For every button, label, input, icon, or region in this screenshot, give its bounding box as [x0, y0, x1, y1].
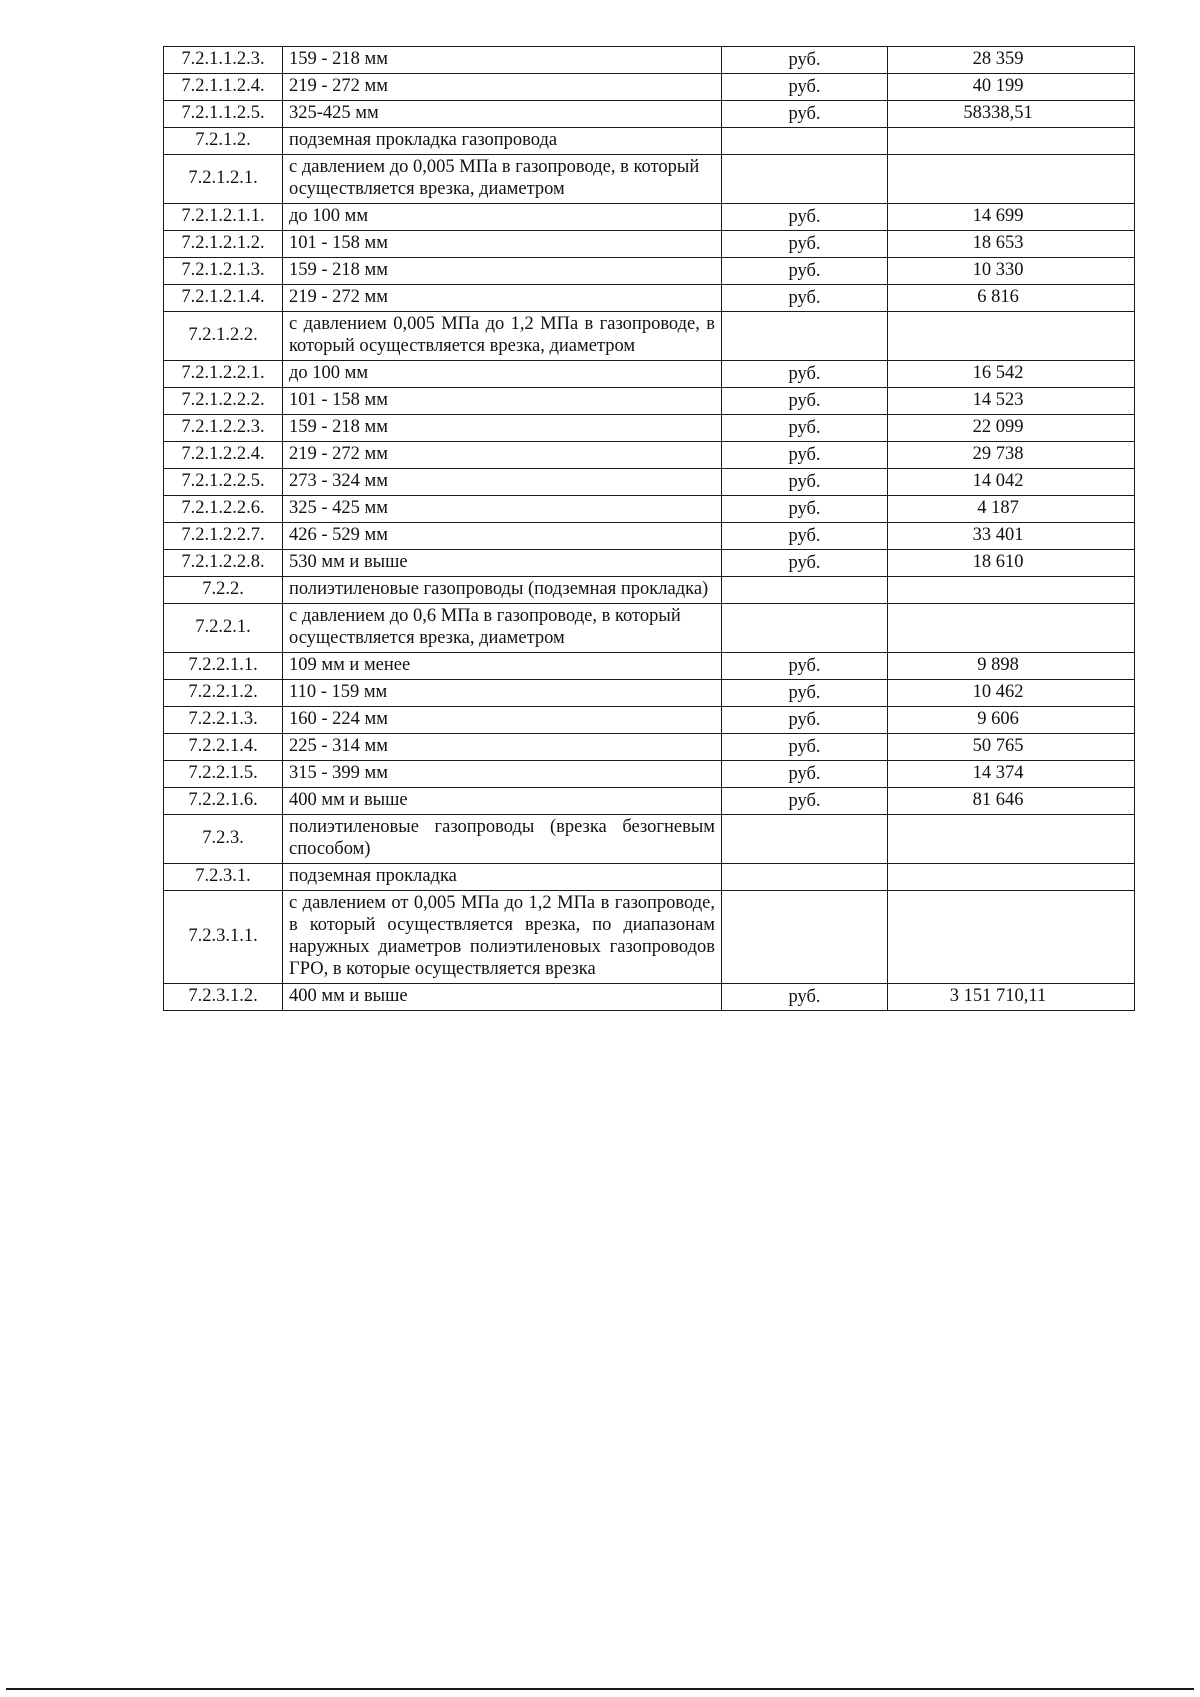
row-price [888, 155, 1135, 204]
table-row [164, 312, 1135, 361]
row-unit: руб. [722, 258, 888, 285]
row-code: 7.2.1.2.1.2. [164, 231, 283, 258]
row-code: 7.2.2.1.1. [164, 653, 283, 680]
row-unit: руб. [722, 361, 888, 388]
row-description: с давлением до 0,6 МПа в газопроводе, в который осуществляется врезка, диаметром [283, 604, 722, 653]
table-row [164, 361, 1135, 388]
row-description: 159 - 218 мм [283, 415, 722, 442]
table-row [164, 550, 1135, 577]
row-price: 14 699 [888, 204, 1135, 231]
row-unit [722, 604, 888, 653]
row-code: 7.2.3.1.2. [164, 984, 283, 1011]
row-unit: руб. [722, 204, 888, 231]
tariff-table [163, 46, 1135, 1011]
table-row [164, 577, 1135, 604]
row-price: 18 653 [888, 231, 1135, 258]
row-unit: руб. [722, 388, 888, 415]
row-price [888, 577, 1135, 604]
row-description: 110 - 159 мм [283, 680, 722, 707]
row-code: 7.2.1.2.1.3. [164, 258, 283, 285]
table-row [164, 734, 1135, 761]
row-price: 10 462 [888, 680, 1135, 707]
row-unit [722, 815, 888, 864]
table-row [164, 707, 1135, 734]
row-code: 7.2.1.2.2.7. [164, 523, 283, 550]
row-unit: руб. [722, 496, 888, 523]
row-price [888, 864, 1135, 891]
table-row [164, 204, 1135, 231]
row-description: 219 - 272 мм [283, 442, 722, 469]
row-price: 6 816 [888, 285, 1135, 312]
table-row [164, 815, 1135, 864]
row-code: 7.2.1.2.2.1. [164, 361, 283, 388]
table-row [164, 155, 1135, 204]
table-row [164, 101, 1135, 128]
row-code: 7.2.1.2.1.4. [164, 285, 283, 312]
row-price: 22 099 [888, 415, 1135, 442]
table-row [164, 231, 1135, 258]
row-description: с давлением до 0,005 МПа в газопроводе, в который осуществляется врезка, диаметром [283, 155, 722, 204]
row-description: подземная прокладка газопровода [283, 128, 722, 155]
tariff-table-body [164, 47, 1135, 1011]
row-unit: руб. [722, 47, 888, 74]
table-row [164, 604, 1135, 653]
row-price: 58338,51 [888, 101, 1135, 128]
row-price [888, 815, 1135, 864]
table-row [164, 258, 1135, 285]
row-unit [722, 155, 888, 204]
row-unit: руб. [722, 761, 888, 788]
table-row [164, 388, 1135, 415]
row-unit [722, 864, 888, 891]
table-row [164, 788, 1135, 815]
row-price: 50 765 [888, 734, 1135, 761]
row-unit [722, 577, 888, 604]
row-price: 9 606 [888, 707, 1135, 734]
row-unit: руб. [722, 788, 888, 815]
row-description: 325-425 мм [283, 101, 722, 128]
row-description: 159 - 218 мм [283, 258, 722, 285]
row-unit: руб. [722, 74, 888, 101]
row-description: полиэтиленовые газопроводы (врезка безогневым способом) [283, 815, 722, 864]
row-code: 7.2.3.1. [164, 864, 283, 891]
row-unit: руб. [722, 523, 888, 550]
table-row [164, 47, 1135, 74]
row-price: 16 542 [888, 361, 1135, 388]
row-price [888, 312, 1135, 361]
table-row [164, 74, 1135, 101]
row-unit: руб. [722, 680, 888, 707]
table-row [164, 469, 1135, 496]
row-code: 7.2.3. [164, 815, 283, 864]
row-unit [722, 891, 888, 984]
row-description: 225 - 314 мм [283, 734, 722, 761]
row-description: 101 - 158 мм [283, 231, 722, 258]
table-row [164, 864, 1135, 891]
row-code: 7.2.1.1.2.3. [164, 47, 283, 74]
table-row [164, 761, 1135, 788]
row-code: 7.2.2.1.2. [164, 680, 283, 707]
table-row [164, 496, 1135, 523]
row-price [888, 604, 1135, 653]
row-price: 14 523 [888, 388, 1135, 415]
row-price: 40 199 [888, 74, 1135, 101]
row-price: 29 738 [888, 442, 1135, 469]
row-price: 81 646 [888, 788, 1135, 815]
row-unit: руб. [722, 550, 888, 577]
row-code: 7.2.1.2.2.2. [164, 388, 283, 415]
row-code: 7.2.1.2.2.4. [164, 442, 283, 469]
table-row [164, 653, 1135, 680]
row-description: 400 мм и выше [283, 984, 722, 1011]
row-price: 4 187 [888, 496, 1135, 523]
row-description: подземная прокладка [283, 864, 722, 891]
row-unit: руб. [722, 469, 888, 496]
row-price: 33 401 [888, 523, 1135, 550]
row-price: 3 151 710,11 [888, 984, 1135, 1011]
row-code: 7.2.1.2.2.5. [164, 469, 283, 496]
row-code: 7.2.1.2.2.3. [164, 415, 283, 442]
row-description: 101 - 158 мм [283, 388, 722, 415]
row-code: 7.2.1.2.2.8. [164, 550, 283, 577]
row-description: 325 - 425 мм [283, 496, 722, 523]
table-row [164, 442, 1135, 469]
row-unit: руб. [722, 285, 888, 312]
table-row [164, 415, 1135, 442]
row-description: 400 мм и выше [283, 788, 722, 815]
row-price: 14 042 [888, 469, 1135, 496]
row-price: 9 898 [888, 653, 1135, 680]
row-code: 7.2.1.1.2.4. [164, 74, 283, 101]
row-code: 7.2.2.1. [164, 604, 283, 653]
table-row [164, 523, 1135, 550]
row-code: 7.2.1.2.2. [164, 312, 283, 361]
page-bottom-rule [6, 1688, 1194, 1690]
row-description: до 100 мм [283, 204, 722, 231]
row-description: с давлением 0,005 МПа до 1,2 МПа в газопроводе, в который осуществляется врезка, диаметром [283, 312, 722, 361]
row-unit: руб. [722, 653, 888, 680]
row-price: 18 610 [888, 550, 1135, 577]
row-code: 7.2.1.1.2.5. [164, 101, 283, 128]
row-unit: руб. [722, 231, 888, 258]
row-description: до 100 мм [283, 361, 722, 388]
row-description: 219 - 272 мм [283, 285, 722, 312]
row-unit: руб. [722, 707, 888, 734]
table-row [164, 891, 1135, 984]
row-unit: руб. [722, 101, 888, 128]
row-description: 219 - 272 мм [283, 74, 722, 101]
row-price [888, 128, 1135, 155]
row-price: 10 330 [888, 258, 1135, 285]
row-unit: руб. [722, 984, 888, 1011]
row-unit: руб. [722, 415, 888, 442]
row-description: с давлением от 0,005 МПа до 1,2 МПа в газопроводе, в который осуществляется врезка, по диапазонам наружных диаметров полиэтиленовых газопроводов ГРО, в которые осуществляется врезка [283, 891, 722, 984]
row-description: 273 - 324 мм [283, 469, 722, 496]
row-unit [722, 128, 888, 155]
row-description: 426 - 529 мм [283, 523, 722, 550]
row-code: 7.2.1.2. [164, 128, 283, 155]
row-price: 28 359 [888, 47, 1135, 74]
row-unit: руб. [722, 734, 888, 761]
row-unit: руб. [722, 442, 888, 469]
table-row [164, 285, 1135, 312]
row-code: 7.2.2.1.3. [164, 707, 283, 734]
row-code: 7.2.3.1.1. [164, 891, 283, 984]
row-description: 530 мм и выше [283, 550, 722, 577]
row-description: 159 - 218 мм [283, 47, 722, 74]
table-row [164, 128, 1135, 155]
row-description: 315 - 399 мм [283, 761, 722, 788]
row-description: 160 - 224 мм [283, 707, 722, 734]
row-price: 14 374 [888, 761, 1135, 788]
row-description: полиэтиленовые газопроводы (подземная прокладка) [283, 577, 722, 604]
row-code: 7.2.2. [164, 577, 283, 604]
row-unit [722, 312, 888, 361]
table-row [164, 680, 1135, 707]
row-description: 109 мм и менее [283, 653, 722, 680]
row-price [888, 891, 1135, 984]
row-code: 7.2.2.1.4. [164, 734, 283, 761]
row-code: 7.2.1.2.2.6. [164, 496, 283, 523]
row-code: 7.2.2.1.5. [164, 761, 283, 788]
row-code: 7.2.1.2.1. [164, 155, 283, 204]
row-code: 7.2.2.1.6. [164, 788, 283, 815]
table-row [164, 984, 1135, 1011]
row-code: 7.2.1.2.1.1. [164, 204, 283, 231]
